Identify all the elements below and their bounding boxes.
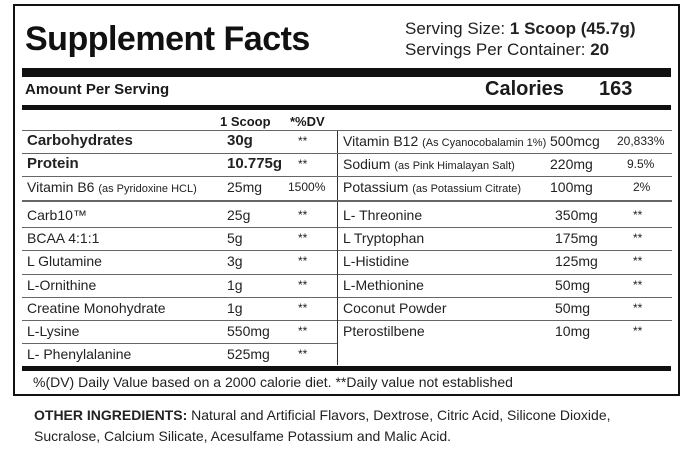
- right-nutrient-name: L-Methionine: [343, 277, 424, 293]
- right-nutrient-amount: 175mg: [555, 230, 598, 246]
- nutrient-name: Vitamin B6: [27, 179, 95, 195]
- left-nutrient-dv: **: [298, 278, 308, 292]
- right-top-dv: 20,833%: [617, 134, 665, 148]
- right-top-dv: 9.5%: [627, 157, 655, 171]
- left-top-dv: 1500%: [288, 180, 326, 194]
- dv-footnote: %(DV) Daily Value based on a 2000 calorie diet. **Daily value not established: [33, 374, 513, 390]
- right-nutrient-name: L Tryptophan: [343, 230, 425, 246]
- thick-divider-calories: [22, 105, 671, 110]
- left-nutrient-amount: 1g: [227, 277, 243, 293]
- row-rule: [22, 343, 337, 344]
- row-rule: [338, 250, 672, 251]
- supplement-facts-panel: [13, 4, 680, 396]
- right-nutrient-dv: **: [633, 278, 643, 292]
- right-nutrient-amount: 50mg: [555, 300, 591, 316]
- row-rule: [22, 130, 672, 131]
- right-nutrient-amount: 125mg: [555, 253, 598, 269]
- nutrient-source: (as Pink Himalayan Salt): [394, 160, 515, 172]
- left-nutrient-amount: 1g: [227, 300, 243, 316]
- left-top-nutrient: [27, 132, 133, 150]
- left-nutrient-dv: **: [298, 324, 308, 338]
- right-nutrient-name: Pterostilbene: [343, 323, 425, 339]
- nutrient-name: Sodium: [343, 156, 391, 172]
- right-nutrient-dv: **: [633, 324, 643, 338]
- left-nutrient-name: L-Ornithine: [27, 277, 97, 293]
- row-rule: [22, 227, 337, 228]
- thick-divider-bottom: [22, 366, 671, 371]
- left-nutrient-amount: 3g: [227, 253, 243, 269]
- row-rule: [22, 153, 672, 154]
- left-nutrient-name: L-Lysine: [27, 323, 80, 339]
- right-nutrient-amount: 350mg: [555, 207, 598, 223]
- row-rule: [22, 320, 337, 321]
- column-header-dv: *%DV: [290, 114, 325, 129]
- nutrient-source: (as Potassium Citrate): [412, 183, 522, 195]
- thick-divider-top: [22, 68, 671, 77]
- row-rule: [22, 274, 337, 275]
- right-nutrient-name: Coconut Powder: [343, 300, 447, 316]
- right-top-nutrient: [343, 178, 521, 198]
- left-nutrient-dv: **: [298, 254, 308, 268]
- left-top-amount: 30g: [227, 132, 253, 149]
- left-top-amount: 10.775g: [227, 155, 283, 172]
- right-nutrient-name: L-Histidine: [343, 253, 410, 269]
- left-nutrient-name: L- Phenylalanine: [27, 346, 132, 362]
- left-nutrient-amount: 25g: [227, 207, 251, 223]
- nutrient-name: Potassium: [343, 179, 409, 195]
- serving-size-label: Serving Size:: [405, 19, 506, 38]
- right-nutrient-amount: 10mg: [555, 323, 591, 339]
- right-top-amount: 100mg: [550, 179, 593, 195]
- left-nutrient-dv: **: [298, 301, 308, 315]
- right-top-nutrient: [343, 132, 546, 152]
- other-ingredients: [34, 405, 664, 447]
- left-nutrient-amount: 525mg: [227, 346, 270, 362]
- nutrient-source: (as Pyridoxine HCL): [98, 183, 197, 195]
- left-nutrient-name: Carb10™: [27, 207, 87, 223]
- left-nutrient-dv: **: [298, 347, 308, 361]
- nutrient-name: Vitamin B12: [343, 133, 419, 149]
- servings-per-container-value: 20: [590, 40, 610, 59]
- row-rule: [338, 227, 672, 228]
- row-rule: [22, 176, 672, 177]
- left-nutrient-amount: 5g: [227, 230, 243, 246]
- left-nutrient-dv: **: [298, 231, 308, 245]
- servings-per-container-label: Servings Per Container:: [405, 40, 586, 59]
- column-header-amount: 1 Scoop: [220, 114, 271, 129]
- column-divider: [337, 130, 338, 365]
- right-nutrient-dv: **: [633, 208, 643, 222]
- left-top-amount: 25mg: [227, 179, 263, 195]
- left-nutrient-amount: 550mg: [227, 323, 270, 339]
- serving-size-value: 1 Scoop (45.7g): [509, 19, 636, 38]
- right-nutrient-dv: **: [633, 231, 643, 245]
- row-rule: [22, 250, 337, 251]
- right-top-amount: 500mcg: [550, 133, 600, 149]
- row-rule: [338, 274, 672, 275]
- other-ingredients-label: OTHER INGREDIENTS:: [34, 407, 188, 423]
- right-nutrient-dv: **: [633, 254, 643, 268]
- left-nutrient-name: Creatine Monohydrate: [27, 300, 166, 316]
- left-top-dv: **: [298, 134, 308, 148]
- row-rule: [22, 297, 337, 298]
- other-ingredients-text: Natural and Artificial Flavors, Dextrose, Citric Acid, Silicone Dioxide, Sucralose, Calcium Silicate, Acesulfame Potassium and Malic Acid.: [34, 407, 611, 444]
- left-nutrient-name: L Glutamine: [27, 253, 102, 269]
- serving-info: [405, 18, 636, 60]
- right-nutrient-dv: **: [633, 301, 643, 315]
- row-rule: [338, 297, 672, 298]
- left-nutrient-dv: **: [298, 208, 308, 222]
- right-top-dv: 2%: [633, 180, 651, 194]
- section-rule: [22, 200, 672, 202]
- left-nutrient-name: BCAA 4:1:1: [27, 230, 100, 246]
- amount-per-serving-label: Amount Per Serving: [25, 81, 170, 98]
- calories-label: Calories: [485, 78, 564, 100]
- calories-value: 163: [599, 78, 633, 100]
- left-top-dv: **: [298, 157, 308, 171]
- nutrient-source: (As Cyanocobalamin 1%): [422, 137, 547, 149]
- row-rule: [338, 320, 672, 321]
- right-top-amount: 220mg: [550, 156, 593, 172]
- nutrient-name: Protein: [27, 155, 79, 172]
- right-nutrient-name: L- Threonine: [343, 207, 423, 223]
- nutrient-name: Carbohydrates: [27, 132, 133, 149]
- left-top-nutrient: [27, 155, 79, 173]
- left-top-nutrient: [27, 178, 197, 198]
- right-top-nutrient: [343, 155, 515, 175]
- right-nutrient-amount: 50mg: [555, 277, 591, 293]
- panel-title: Supplement Facts: [25, 20, 310, 58]
